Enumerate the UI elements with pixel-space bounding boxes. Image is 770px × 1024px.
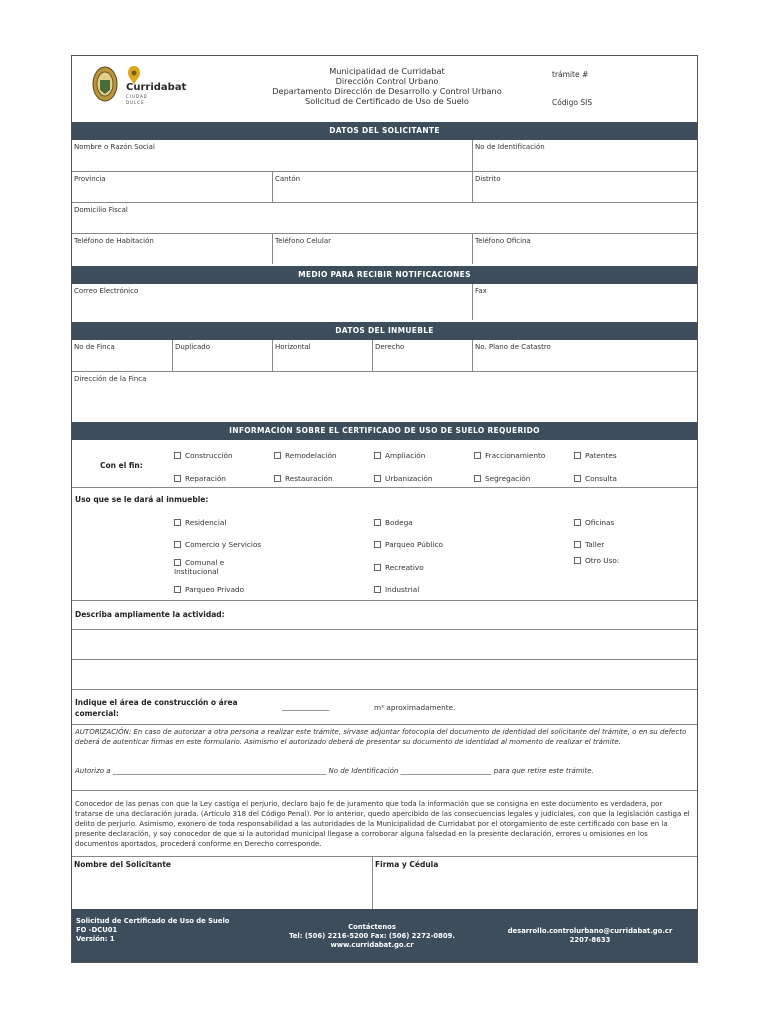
fin-remodelacion[interactable]	[274, 451, 337, 460]
area-label-2: comercial:	[75, 709, 119, 718]
fin-consulta-label: Consulta	[585, 474, 617, 483]
checkbox-icon	[374, 519, 381, 526]
identificacion-label: No de Identificación	[475, 143, 545, 151]
identificacion-field[interactable]	[472, 140, 697, 171]
divider	[72, 487, 697, 488]
fin-segregacion-label: Segregación	[485, 474, 531, 483]
tramite-label: trámite #	[552, 70, 589, 79]
nombre-field[interactable]	[72, 140, 472, 171]
horizontal-label: Horizontal	[275, 343, 311, 351]
area-unit: m² aproximadamente.	[374, 703, 456, 712]
municipal-logo	[90, 62, 187, 108]
footer-email-link[interactable]: desarrollo.controlurbano@curridabat.go.cr	[507, 927, 673, 935]
divider	[72, 724, 697, 725]
logo-sub1: CIUDAD	[126, 94, 148, 99]
fin-reparacion[interactable]	[174, 474, 226, 483]
fin-restauracion[interactable]	[274, 474, 333, 483]
area-input[interactable]: _____________	[282, 702, 330, 711]
checkbox-icon	[174, 475, 181, 482]
divider	[72, 689, 697, 690]
area-label-1: Indique el área de construcción o área	[75, 698, 238, 707]
section-solicitante: DATOS DEL SOLICITANTE	[72, 122, 697, 140]
checkbox-icon	[174, 452, 181, 459]
direccion-finca-field[interactable]	[72, 371, 697, 419]
footer-version: Versión: 1	[76, 935, 115, 943]
nombre-solicitante-field[interactable]	[72, 857, 372, 909]
tel-oficina-label: Teléfono Oficina	[475, 237, 531, 245]
fin-urbanizacion[interactable]	[374, 474, 433, 483]
fax-field[interactable]	[472, 284, 697, 320]
department-1: Dirección Control Urbano	[335, 76, 439, 86]
uso-parqueo-publico[interactable]	[374, 540, 443, 549]
header-titles	[192, 66, 582, 106]
footer-form-title: Solicitud de Certificado de Uso de Suelo	[76, 917, 230, 925]
checkbox-icon	[474, 452, 481, 459]
uso-parqueo-privado[interactable]	[174, 585, 244, 594]
fin-ampliacion[interactable]	[374, 451, 425, 460]
tel-celular-label: Teléfono Celular	[275, 237, 332, 245]
tel-celular-field[interactable]	[272, 233, 472, 264]
declaracion-jurada: Conocedor de las penas con que la Ley castiga el perjurio, declaro bajo fe de juramento que toda la información que se consigna en este documento es verdadera, por tratarse de una declaración jurada. (Artículo 318 del Código Penal). Por lo anterior, quedo apercibido de las consecuencias legales y judiciales, con que la legislación castiga el delito de perjurio. Asimismo, exonero de toda responsabilidad a las autoridades de la Municipalidad de Curridabat por el otorgamiento de este certificado con base en la presente declaración, y soy conocedor de que si la autoridad municipal llegase a corroborar alguna falsedad en la presente declaración, errores u omisiones en los documentos aportados, procederá conforme en Derecho corresponde.	[75, 800, 690, 848]
department-2: Departamento Dirección de Desarrollo y Control Urbano	[272, 86, 502, 96]
org-name: Municipalidad de Curridabat	[329, 66, 445, 76]
uso-recreativo-label: Recreativo	[385, 563, 424, 572]
provincia-field[interactable]	[72, 171, 272, 202]
fin-fraccionamiento-label: Fraccionamiento	[485, 451, 546, 460]
checkbox-icon	[574, 452, 581, 459]
checkbox-icon	[174, 519, 181, 526]
footer-contact	[272, 923, 472, 950]
section-notificaciones: MEDIO PARA RECIBIR NOTIFICACIONES	[72, 266, 697, 284]
checkbox-icon	[374, 452, 381, 459]
checkbox-icon	[274, 475, 281, 482]
uso-otro-label: Otro Uso:	[585, 556, 620, 565]
uso-parqueo-privado-label: Parqueo Privado	[185, 585, 245, 594]
finca-label: No de Finca	[74, 343, 115, 351]
nombre-solicitante-label: Nombre del Solicitante	[74, 860, 172, 869]
checkbox-icon	[274, 452, 281, 459]
firma-cedula-field[interactable]	[372, 857, 697, 909]
direccion-finca-label: Dirección de la Finca	[74, 375, 147, 383]
duplicado-field[interactable]	[172, 340, 272, 371]
uso-otro[interactable]	[574, 556, 619, 565]
fin-construccion[interactable]	[174, 451, 233, 460]
section-inmueble: DATOS DEL INMUEBLE	[72, 322, 697, 340]
nombre-label: Nombre o Razón Social	[74, 143, 155, 151]
footer-email-block	[490, 927, 690, 945]
fin-patentes-label: Patentes	[585, 451, 617, 460]
tel-habitacion-label: Teléfono de Habitación	[74, 237, 154, 245]
finca-field[interactable]	[72, 340, 172, 371]
form-footer	[72, 909, 697, 962]
uso-taller-label: Taller	[585, 540, 605, 549]
document-title: Solicitud de Certificado de Uso de Suelo	[305, 96, 469, 106]
area-label	[75, 697, 238, 719]
footer-email-tel: 2207-8633	[569, 936, 611, 944]
domicilio-label: Domicilio Fiscal	[74, 206, 128, 214]
checkbox-icon	[574, 519, 581, 526]
checkbox-icon	[574, 541, 581, 548]
describa-label: Describa ampliamente la actividad:	[75, 610, 225, 619]
uso-comunal-label-2: Institucional	[174, 567, 219, 576]
distrito-field[interactable]	[472, 171, 697, 202]
fin-reparacion-label: Reparación	[185, 474, 226, 483]
checkbox-icon	[374, 541, 381, 548]
tel-oficina-field[interactable]	[472, 233, 697, 264]
duplicado-label: Duplicado	[175, 343, 211, 351]
logo-sub2: DULCE	[126, 100, 145, 105]
uso-residencial[interactable]	[174, 518, 226, 527]
fin-urbanizacion-label: Urbanización	[385, 474, 433, 483]
provincia-label: Provincia	[74, 175, 106, 183]
correo-label: Correo Electrónico	[74, 287, 139, 295]
uso-comercio[interactable]	[174, 540, 261, 549]
derecho-label: Derecho	[375, 343, 405, 351]
derecho-field[interactable]	[372, 340, 472, 371]
footer-contact-title: Contáctenos	[348, 923, 396, 931]
fin-consulta[interactable]	[574, 474, 617, 483]
checkbox-icon	[374, 586, 381, 593]
uso-oficinas-label: Oficinas	[585, 518, 615, 527]
checkbox-icon	[374, 564, 381, 571]
con-el-fin-label: Con el fin:	[100, 461, 143, 470]
uso-taller[interactable]	[574, 540, 604, 549]
uso-comercio-label: Comercio y Servicios	[185, 540, 262, 549]
footer-form-code: FO -DCU01	[76, 926, 118, 934]
checkbox-icon	[574, 557, 581, 564]
uso-industrial[interactable]	[374, 585, 419, 594]
checkbox-icon	[374, 475, 381, 482]
footer-form-info	[76, 917, 229, 944]
footer-contact-tel: Tel: (506) 2216-5200 Fax: (506) 2272-0809.	[289, 932, 455, 940]
uso-label: Uso que se le dará al inmueble:	[75, 495, 209, 504]
form-sheet	[71, 55, 698, 963]
divider	[72, 790, 697, 791]
uso-bodega-label: Bodega	[385, 518, 413, 527]
uso-residencial-label: Residencial	[185, 518, 227, 527]
logo-text: Curridabat	[126, 82, 187, 93]
checkbox-icon	[574, 475, 581, 482]
fin-remodelacion-label: Remodelación	[285, 451, 337, 460]
distrito-label: Distrito	[475, 175, 501, 183]
plano-field[interactable]	[472, 340, 697, 371]
fin-segregacion[interactable]	[474, 474, 530, 483]
form-header	[72, 56, 697, 119]
uso-comunal[interactable]	[174, 558, 224, 576]
fin-ampliacion-label: Ampliación	[385, 451, 426, 460]
descripcion-line-1[interactable]	[72, 630, 697, 659]
fin-fraccionamiento[interactable]	[474, 451, 545, 460]
uso-bodega[interactable]	[374, 518, 413, 527]
horizontal-field[interactable]	[272, 340, 372, 371]
uso-parqueo-publico-label: Parqueo Público	[385, 540, 444, 549]
checkbox-icon	[474, 475, 481, 482]
uso-oficinas[interactable]	[574, 518, 614, 527]
checkbox-icon	[174, 586, 181, 593]
tel-habitacion-field[interactable]	[72, 233, 272, 264]
fin-construccion-label: Construcción	[185, 451, 233, 460]
codigo-label: Código SIS	[552, 98, 593, 107]
uso-recreativo[interactable]	[374, 563, 424, 572]
checkbox-icon	[174, 559, 181, 566]
correo-field[interactable]	[72, 284, 472, 320]
footer-website-link[interactable]: www.curridabat.go.cr	[330, 941, 414, 949]
uso-comunal-label: Comunal e	[185, 558, 225, 567]
section-info: INFORMACIÓN SOBRE EL CERTIFICADO DE USO DE SUELO REQUERIDO	[72, 422, 697, 440]
fax-label: Fax	[475, 287, 487, 295]
autorizo-line[interactable]: Autorizo a _____________________________________________________________ No de Identificación __________________________ para que retire este trámite.	[75, 767, 594, 775]
fin-restauracion-label: Restauración	[285, 474, 333, 483]
checkbox-icon	[174, 541, 181, 548]
fin-patentes[interactable]	[574, 451, 617, 460]
uso-industrial-label: Industrial	[385, 585, 420, 594]
descripcion-line-2[interactable]	[72, 660, 697, 689]
autorizacion-text: AUTORIZACIÓN: En caso de autorizar a otra persona a realizar este trámite, sírvase adjuntar fotocopia del documento de identidad del solicitante del trámite, o en su defecto deberá de autenticar firmas en este formulario. Asimismo el autorizado deberá de presentar su documento de identidad al momento de realizar el trámite.	[75, 728, 687, 746]
canton-label: Cantón	[275, 175, 301, 183]
domicilio-field[interactable]	[72, 202, 697, 233]
divider	[72, 600, 697, 601]
canton-field[interactable]	[272, 171, 472, 202]
plano-label: No. Plano de Catastro	[475, 343, 551, 351]
firma-cedula-label: Firma y Cédula	[375, 860, 439, 869]
